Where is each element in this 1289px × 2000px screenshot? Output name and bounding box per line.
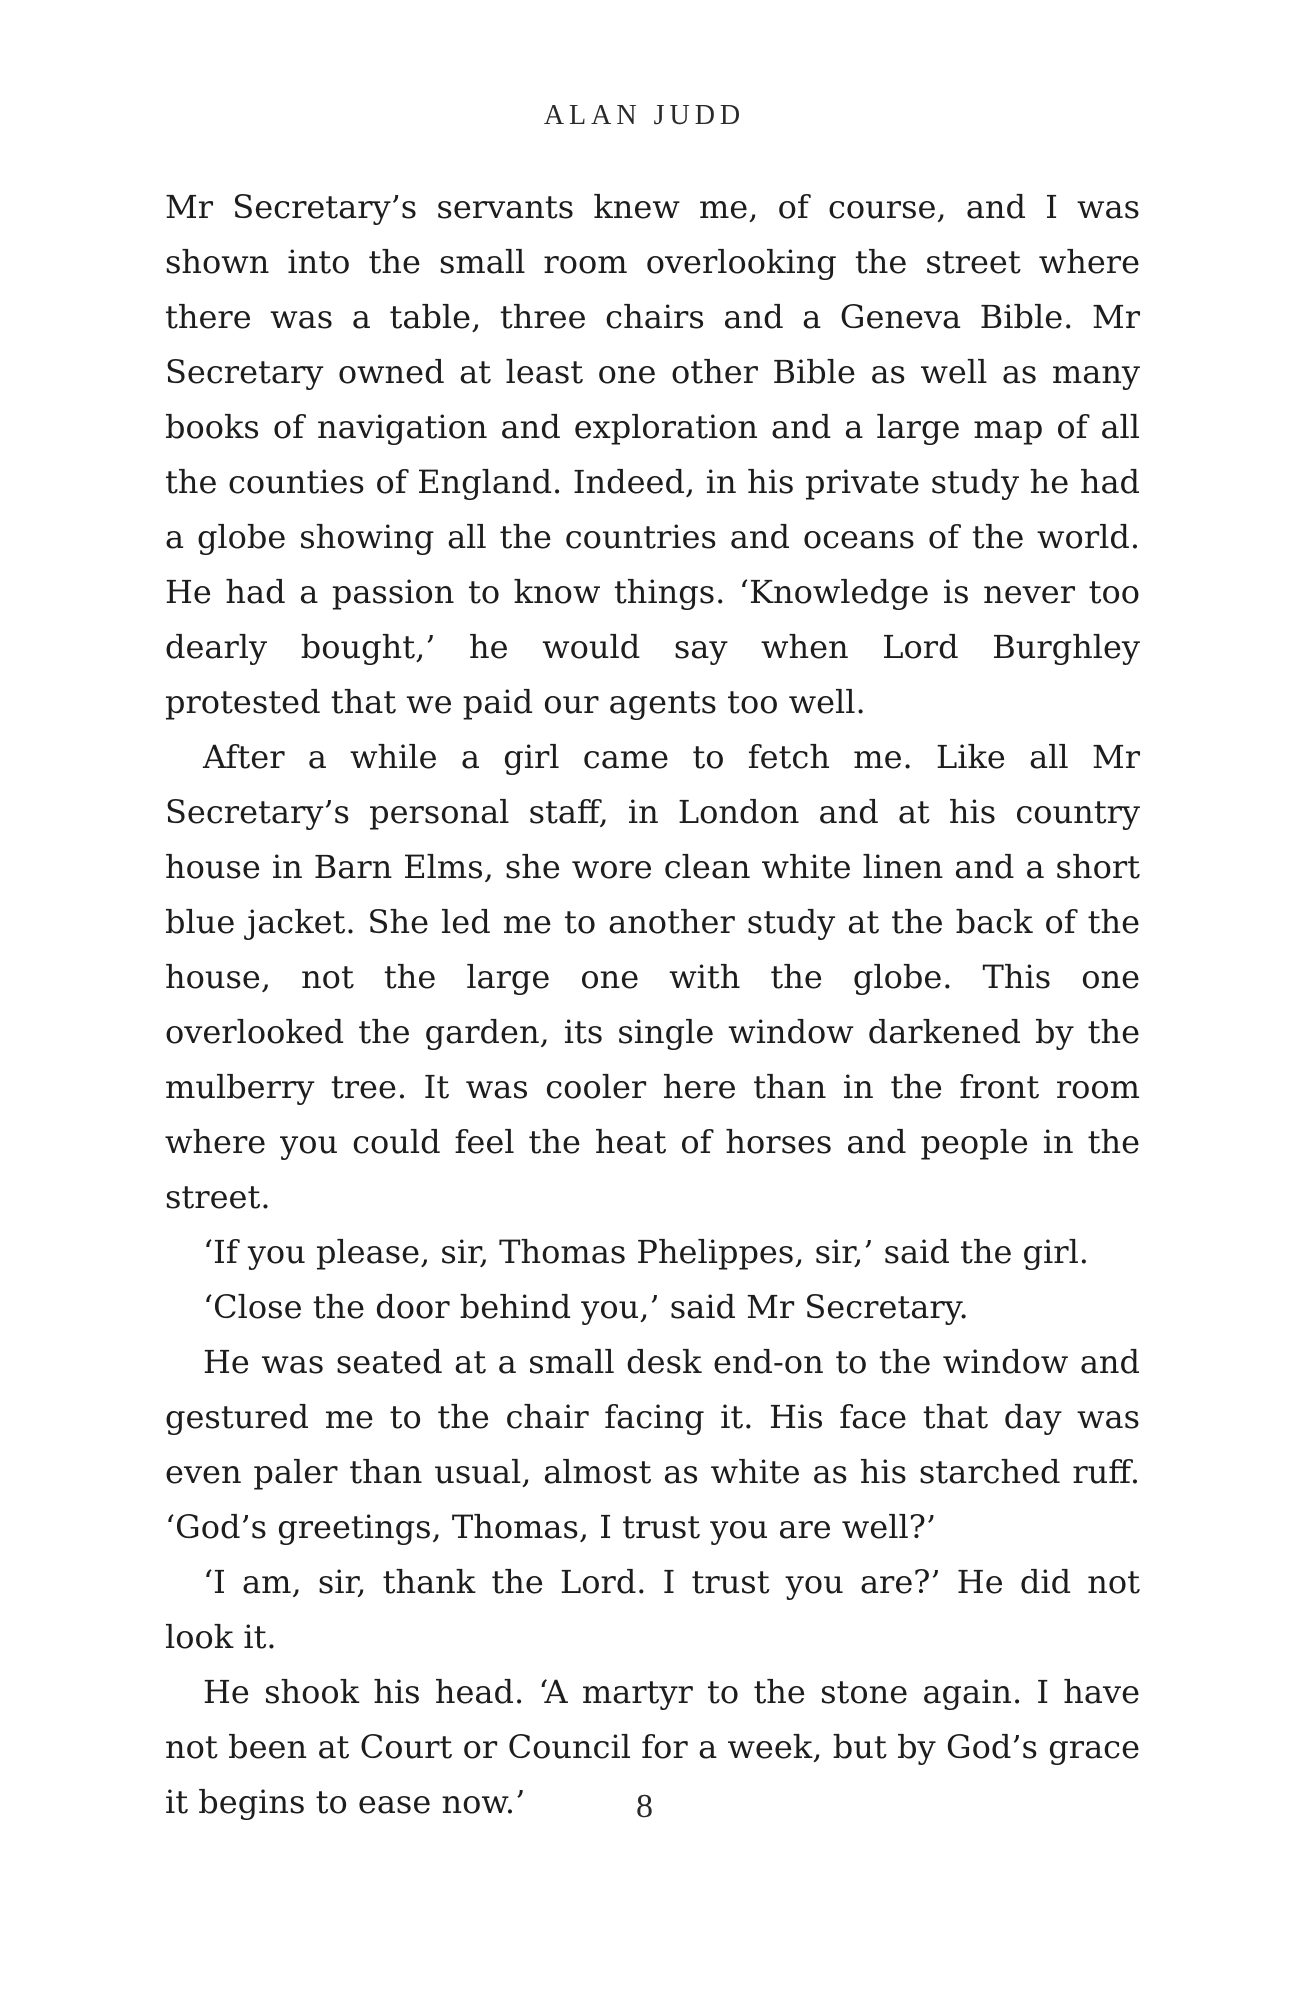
paragraph: He shook his head. ‘A martyr to the stone again. I have not been at Court or Council for a week, but by God’s grace it begins to ease now.’ xyxy=(165,1673,1140,1821)
paragraph: After a while a girl came to fetch me. Like all Mr Secretary’s personal staff, in London and at his country house in Barn Elms, she wore clean white linen and a short blue jacket. She led me to another study at the back of the house, not the large one with the globe. This one overlooked the garden, its single window darkened by the mulberry tree. It was cooler here than in the front room where you could feel the heat of horses and people in the street. xyxy=(165,738,1140,1216)
paragraph: Mr Secretary’s servants knew me, of course, and I was shown into the small room overlooking the street where there was a table, three chairs and a Geneva Bible. Mr Secretary owned at least one other Bible as well as many books of navigation and exploration and a large map of all the counties of England. Indeed, in his private study he had a globe showing all the countries and oceans of the world. He had a passion to know things. ‘Knowledge is never too dearly bought,’ he would say when Lord Burghley protested that we paid our agents too well. xyxy=(165,188,1140,721)
paragraph: ‘Close the door behind you,’ said Mr Secretary. xyxy=(203,1288,969,1326)
paragraph: ‘I am, sir, thank the Lord. I trust you are?’ He did not look it. xyxy=(165,1563,1140,1656)
running-head: ALAN JUDD xyxy=(543,100,746,131)
page-number: 8 xyxy=(636,1788,653,1825)
body-text xyxy=(165,180,1140,1830)
paragraph: He was seated at a small desk end-on to the window and gestured me to the chair facing it. His face that day was even paler than usual, almost as white as his starched ruff. ‘God’s greetings, Thomas, I trust you are well?’ xyxy=(165,1343,1140,1546)
paragraph: ‘If you please, sir, Thomas Phelippes, sir,’ said the girl. xyxy=(203,1233,1089,1271)
